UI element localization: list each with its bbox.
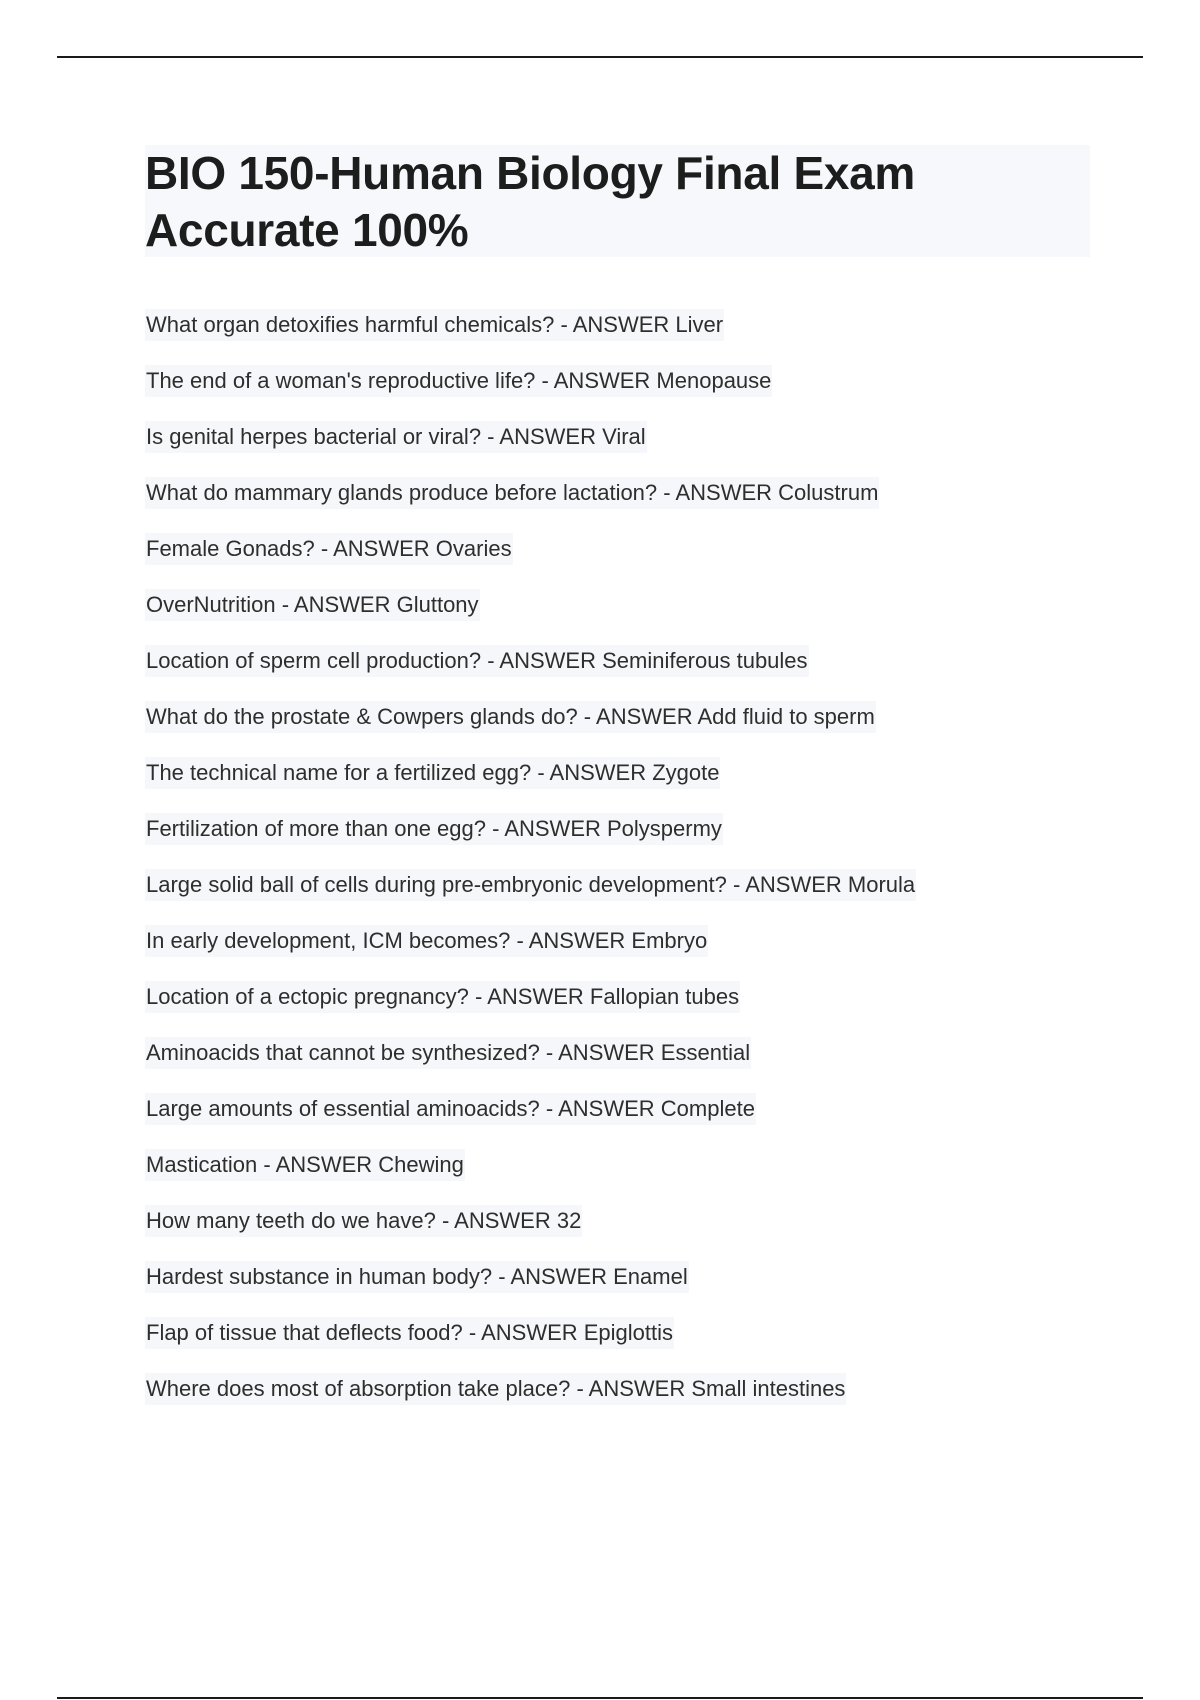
list-item [145,645,1105,701]
list-item [145,365,1105,421]
list-item [145,1093,1105,1149]
list-item [145,1261,1105,1317]
qa-text: Is genital herpes bacterial or viral? - ANSWER Viral [145,421,647,453]
list-item [145,1205,1105,1261]
qa-text: OverNutrition - ANSWER Gluttony [145,589,480,621]
qa-text: What do the prostate & Cowpers glands do? - ANSWER Add fluid to sperm [145,701,876,733]
list-item [145,981,1105,1037]
qa-text: Aminoacids that cannot be synthesized? - ANSWER Essential [145,1037,751,1069]
list-item [145,477,1105,533]
qa-text: What do mammary glands produce before lactation? - ANSWER Colustrum [145,477,879,509]
qa-text: What organ detoxifies harmful chemicals? - ANSWER Liver [145,309,724,341]
top-rule [57,56,1143,58]
qa-text: The end of a woman's reproductive life? - ANSWER Menopause [145,365,772,397]
qa-text: Where does most of absorption take place? - ANSWER Small intestines [145,1373,846,1405]
title-block [145,145,1090,257]
list-item [145,421,1105,477]
list-item [145,701,1105,757]
list-item [145,757,1105,813]
qa-text: Large solid ball of cells during pre-embryonic development? - ANSWER Morula [145,869,916,901]
qa-text: Female Gonads? - ANSWER Ovaries [145,533,513,565]
page-title: BIO 150-Human Biology Final Exam Accurate 100% [145,147,916,256]
qa-text: The technical name for a fertilized egg? - ANSWER Zygote [145,757,720,789]
qa-text: In early development, ICM becomes? - ANSWER Embryo [145,925,708,957]
qa-text: How many teeth do we have? - ANSWER 32 [145,1205,582,1237]
qa-text: Large amounts of essential aminoacids? - ANSWER Complete [145,1093,756,1125]
list-item [145,1037,1105,1093]
bottom-rule [57,1697,1143,1699]
qa-text: Location of a ectopic pregnancy? - ANSWER Fallopian tubes [145,981,740,1013]
qa-text: Location of sperm cell production? - ANSWER Seminiferous tubules [145,645,809,677]
list-item [145,533,1105,589]
list-item [145,1317,1105,1373]
list-item [145,1373,1105,1429]
qa-text: Fertilization of more than one egg? - ANSWER Polyspermy [145,813,723,845]
qa-list [145,309,1105,1429]
qa-text: Mastication - ANSWER Chewing [145,1149,465,1181]
list-item [145,589,1105,645]
list-item [145,925,1105,981]
list-item [145,309,1105,365]
qa-text: Hardest substance in human body? - ANSWER Enamel [145,1261,689,1293]
list-item [145,813,1105,869]
list-item [145,1149,1105,1205]
qa-text: Flap of tissue that deflects food? - ANSWER Epiglottis [145,1317,674,1349]
list-item [145,869,1105,925]
